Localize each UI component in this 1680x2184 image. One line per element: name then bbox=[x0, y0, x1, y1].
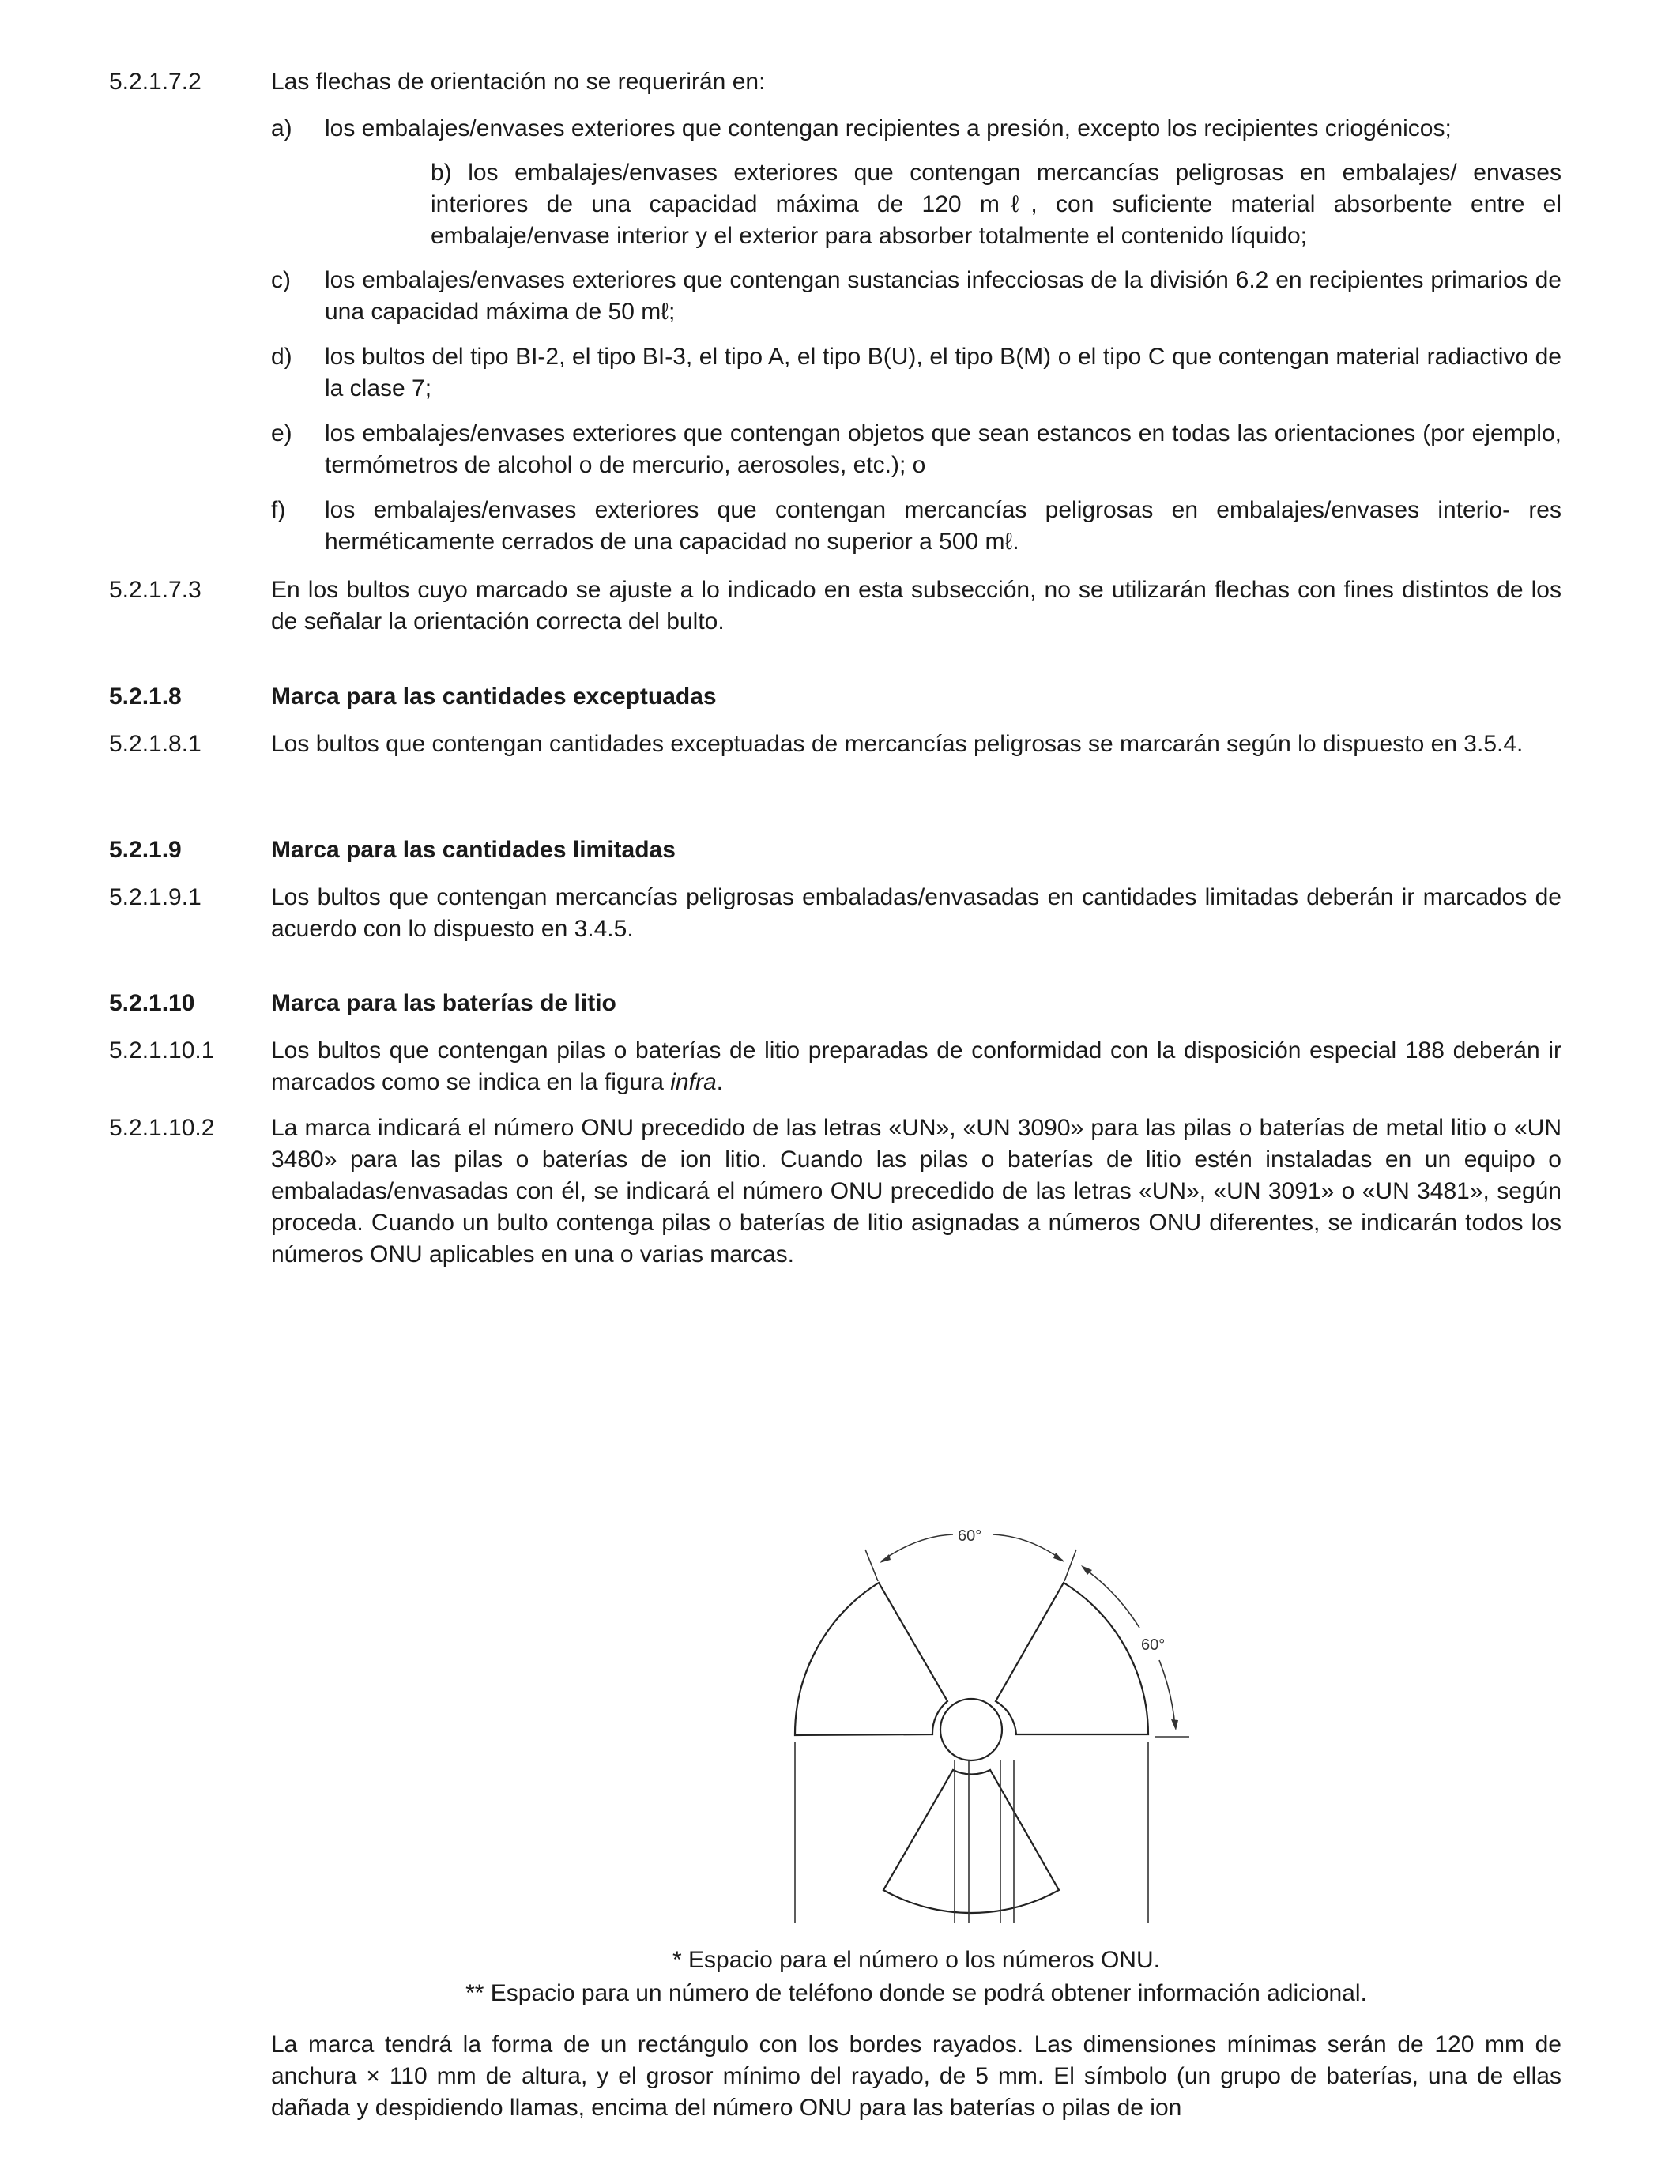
trefoil-blade-bottom bbox=[883, 1770, 1059, 1913]
text-segment: . bbox=[716, 1069, 723, 1095]
trefoil-center-circle bbox=[940, 1699, 1002, 1760]
list-item-text: los embalajes/envases exteriores que contengan mercancías peligrosas en embalajes/envases interio- res herméticamente cerrados de una capacidad no superior a 500 mℓ. bbox=[325, 497, 1561, 555]
section-intro: Las flechas de orientación no se requerirán en: bbox=[271, 69, 766, 95]
section-number: 5.2.1.10.1 bbox=[109, 1037, 215, 1064]
section-number: 5.2.1.10.2 bbox=[109, 1115, 215, 1141]
section-number: 5.2.1.7.3 bbox=[109, 577, 202, 603]
heading-number: 5.2.1.9 bbox=[109, 837, 182, 863]
list-item-text: b) los embalajes/envases exteriores que contengan mercancías peligrosas en embalajes/ envases interiores de una capacidad máxima de 120 mℓ, con suficiente material absorbente entre el embalaje/envase interior y el exterior para absorber totalmente el contenido líquido; bbox=[431, 160, 1561, 249]
section-text: Los bultos que contengan cantidades exceptuadas de mercancías peligrosas se marcarán según lo dispuesto en 3.5.4. bbox=[271, 731, 1524, 757]
arrowhead bbox=[1171, 1719, 1178, 1730]
angle-arc-top bbox=[881, 1534, 953, 1561]
section-number: 5.2.1.8.1 bbox=[109, 731, 202, 757]
angle-label-right: 60° bbox=[1141, 1636, 1166, 1654]
section-heading: Marca para las baterías de litio bbox=[271, 990, 616, 1016]
figure-note: ** Espacio para un número de teléfono donde se podrá obtener información adicional. bbox=[465, 1980, 1367, 2006]
angle-arc-right bbox=[1084, 1568, 1139, 1628]
list-item-text: los embalajes/envases exteriores que contengan recipientes a presión, excepto los recipientes criogénicos; bbox=[325, 115, 1452, 141]
section-number: 5.2.1.7.2 bbox=[109, 69, 202, 95]
list-item-letter: f) bbox=[271, 497, 286, 523]
arrowhead bbox=[880, 1554, 891, 1563]
text-segment: Los bultos que contengan pilas o baterías de litio preparadas de conformidad con la disposición especial 188 deberán ir marcados como se indica en la figura bbox=[271, 1037, 1561, 1095]
list-item-letter: a) bbox=[271, 115, 292, 141]
trefoil-blade-top-right bbox=[996, 1583, 1148, 1734]
angle-label-top: 60° bbox=[958, 1527, 982, 1545]
list-item-letter: d) bbox=[271, 344, 292, 370]
heading-number: 5.2.1.8 bbox=[109, 683, 182, 710]
lithium-mark-figure bbox=[774, 1501, 1201, 1936]
list-item-letter: c) bbox=[271, 267, 291, 293]
trefoil-blade-top-left bbox=[795, 1583, 947, 1735]
list-item-text: los bultos del tipo BI-2, el tipo BI-3, el tipo A, el tipo B(U), el tipo B(M) o el tipo C que contengan material radiactivo de la clase 7; bbox=[325, 344, 1561, 401]
section-text: En los bultos cuyo marcado se ajuste a lo indicado en esta subsección, no se utilizarán flechas con fines distintos de los de señalar la orientación correcta del bulto. bbox=[271, 577, 1561, 634]
heading-number: 5.2.1.10 bbox=[109, 990, 195, 1016]
list-item-text: los embalajes/envases exteriores que contengan sustancias infecciosas de la división 6.2 en recipientes primarios de una capacidad máxima de 50 mℓ; bbox=[325, 267, 1561, 325]
section-text: La marca indicará el número ONU precedido de las letras «UN», «UN 3090» para las pilas o baterías de metal litio o «UN 3480» para las pilas o baterías de ion litio. Cuando las pilas o baterías de litio estén instaladas en un equipo o embaladas/envasadas con él, se indicará el número ONU precedido de las letras «UN», «UN 3091» o «UN 3481», según proceda. Cuando un bulto contenga pilas o baterías de litio asignadas a números ONU diferentes, se indicarán todos los números ONU aplicables en una o varias marcas. bbox=[271, 1115, 1561, 1267]
angle-arc-right bbox=[1159, 1660, 1175, 1727]
closing-paragraph: La marca tendrá la forma de un rectángulo con los bordes rayados. Las dimensiones mínimas serán de 120 mm de anchura × 110 mm de altura, y el grosor mínimo del rayado, de 5 mm. El símbolo (un grupo de baterías, una de ellas dañada y despidiendo llamas, encima del número ONU para las baterías o pilas de ion bbox=[271, 2031, 1561, 2121]
section-text bbox=[271, 1035, 1561, 1098]
section-heading: Marca para las cantidades exceptuadas bbox=[271, 683, 717, 710]
italic-text: infra bbox=[670, 1069, 717, 1095]
list-item-letter: e) bbox=[271, 420, 292, 446]
list-item-text: los embalajes/envases exteriores que contengan objetos que sean estancos en todas las orientaciones (por ejemplo, termómetros de alcohol o de mercurio, aerosoles, etc.); o bbox=[325, 420, 1561, 478]
section-number: 5.2.1.9.1 bbox=[109, 884, 202, 910]
angle-arc-top bbox=[993, 1534, 1063, 1561]
arrowhead bbox=[1053, 1553, 1064, 1562]
figure-note: * Espacio para el número o los números ONU. bbox=[672, 1947, 1160, 1973]
section-text: Los bultos que contengan mercancías peligrosas embaladas/envasadas en cantidades limitadas deberán ir marcados de acuerdo con lo dispuesto en 3.4.5. bbox=[271, 884, 1561, 942]
section-heading: Marca para las cantidades limitadas bbox=[271, 837, 676, 863]
